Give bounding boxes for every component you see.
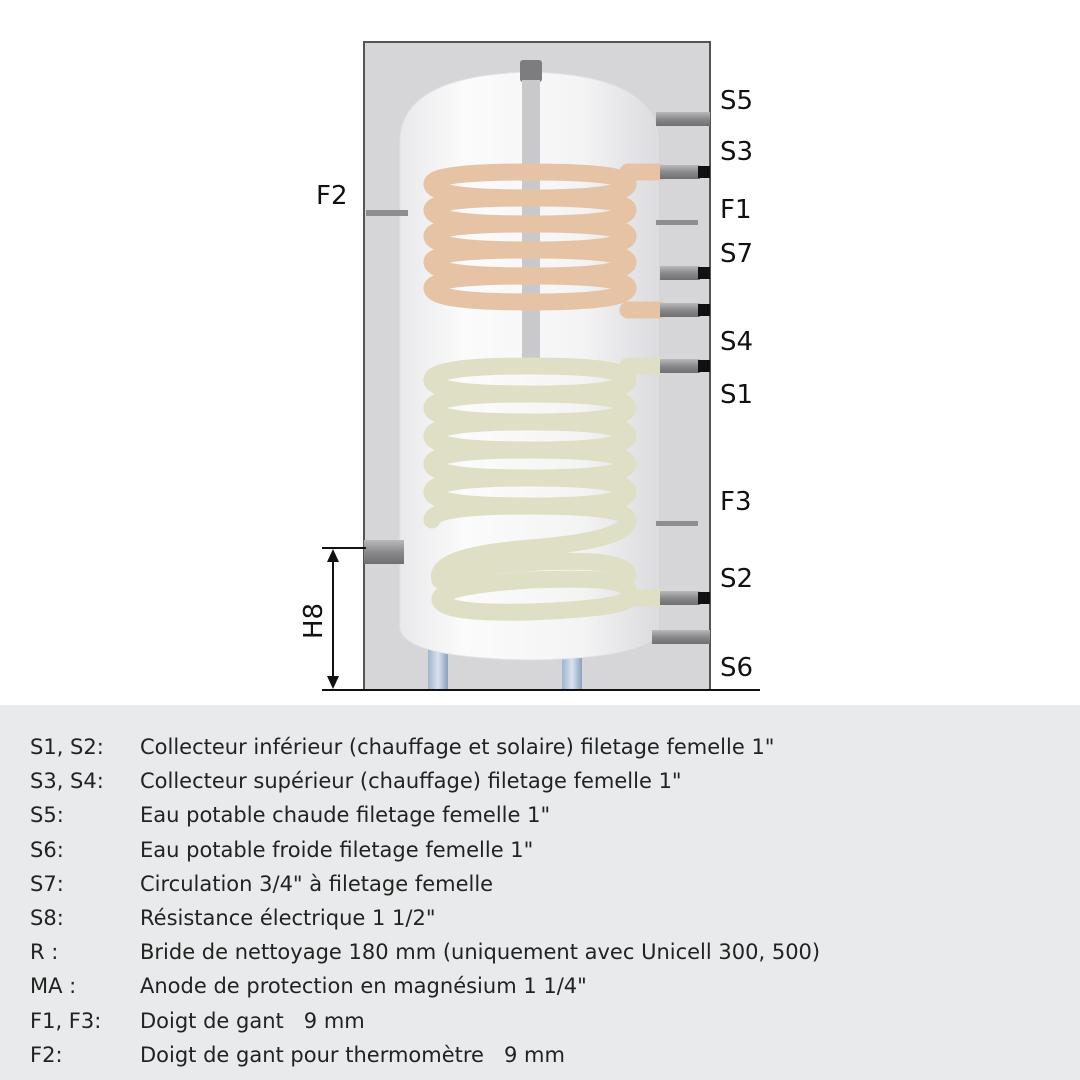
legend-text: Eau potable froide filetage femelle 1" <box>140 837 534 862</box>
legend-item <box>30 969 820 1003</box>
legend-code: S1, S2: <box>30 735 104 759</box>
legend-list <box>30 730 820 1072</box>
legend-item <box>30 1038 820 1072</box>
legend-code: F1, F3: <box>30 1008 102 1033</box>
legend-item <box>30 935 820 969</box>
label-S7: S7 <box>720 239 754 269</box>
legend-item <box>30 1004 820 1038</box>
sensor-F3 <box>656 521 698 526</box>
legend-item <box>30 833 820 867</box>
legend-text: Circulation 3/4" à filetage femelle <box>140 871 494 896</box>
legend-text: Doigt de gant 9 mm <box>140 1008 365 1033</box>
connection-S6 <box>652 630 710 644</box>
legend-code: S5: <box>30 803 64 828</box>
label-F3: F3 <box>720 487 752 517</box>
label-S6: S6 <box>720 653 754 683</box>
legend-item <box>30 867 820 901</box>
label-F2: F2 <box>316 181 348 211</box>
label-S4: S4 <box>720 327 754 357</box>
legend-text: Résistance électrique 1 1/2" <box>140 905 436 930</box>
legend-code: S7: <box>30 871 64 896</box>
tank-foot <box>428 648 448 690</box>
legend-text: Collecteur inférieur (chauffage et solaire) filetage femelle 1" <box>140 735 775 759</box>
connection-S1 <box>660 359 700 373</box>
legend-text: Eau potable chaude filetage femelle 1" <box>140 803 551 828</box>
legend-text: Anode de protection en magnésium 1 1/4" <box>140 974 587 999</box>
legend-code: S6: <box>30 837 64 862</box>
connection-S5 <box>656 112 710 126</box>
legend-item <box>30 901 820 935</box>
connection-S4 <box>660 303 700 317</box>
legend-code: MA : <box>30 974 77 999</box>
legend-item <box>30 730 820 764</box>
legend-text: Bride de nettoyage 180 mm (uniquement avec Unicell 300, 500) <box>140 940 821 965</box>
label-S5: S5 <box>720 86 754 116</box>
connection-S3 <box>660 165 700 179</box>
label-S1: S1 <box>720 380 754 410</box>
legend-code: R : <box>30 940 59 965</box>
sensor-F2 <box>366 210 408 216</box>
legend-code: F2: <box>30 1042 63 1067</box>
sensor-F1 <box>656 220 698 225</box>
legend-item <box>30 764 820 798</box>
connection-S8 <box>364 540 404 564</box>
legend-panel <box>0 705 1080 1080</box>
dimension-label: H8 <box>299 602 329 640</box>
label-S2: S2 <box>720 564 754 594</box>
connection-S7 <box>660 266 700 280</box>
legend-code: S3, S4: <box>30 769 104 794</box>
legend-text: Collecteur supérieur (chauffage) filetage femelle 1" <box>140 769 682 794</box>
label-F1: F1 <box>720 195 752 225</box>
connection-S2 <box>660 591 700 605</box>
legend-text: Doigt de gant pour thermomètre 9 mm <box>140 1042 565 1067</box>
legend-item <box>30 798 820 832</box>
top-fitting <box>520 60 542 82</box>
legend-code: S8: <box>30 905 64 930</box>
label-S3: S3 <box>720 137 754 167</box>
